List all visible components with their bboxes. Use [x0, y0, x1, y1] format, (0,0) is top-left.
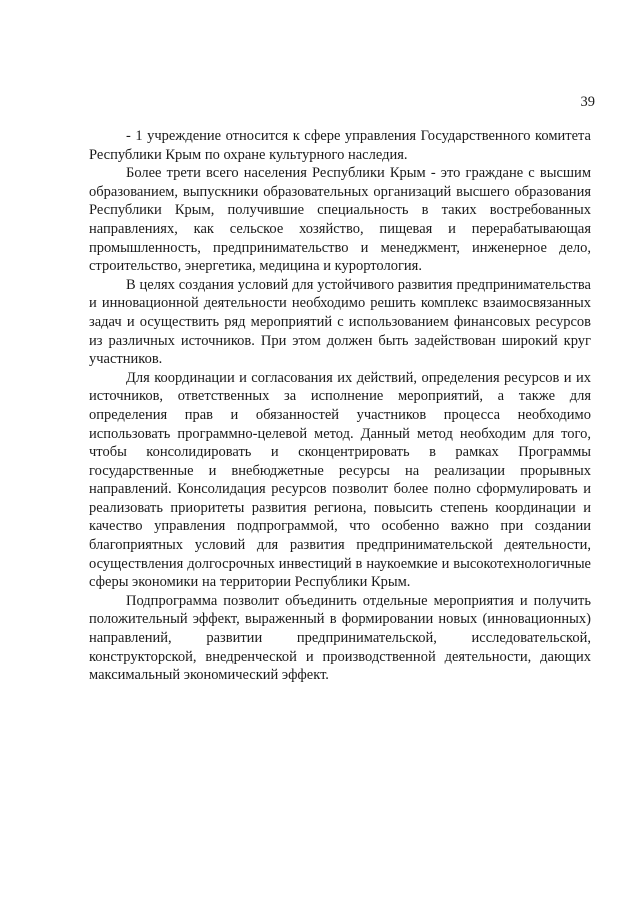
paragraph-1: - 1 учреждение относится к сфере управления Государственного комитета Республики Крым по охране культурного наследия.: [89, 128, 591, 163]
document-body: [89, 127, 591, 685]
page-number: 39: [580, 94, 595, 110]
paragraph-3: В целях создания условий для устойчивого развития предпринимательства и инновационной деятельности необходимо решить комплекс взаимосвязанных задач и осуществить ряд мероприятий с использованием финансовых ресурсов из различных источников. При этом должен быть задействован широкий круг участников.: [89, 276, 591, 368]
paragraph-2: Более трети всего населения Республики Крым - это граждане с высшим образованием, выпускники образовательных организаций высшего образования Республики Крым, получившие специальность в таких востребованных направлениях, как сельское хозяйство, пищевая и перерабатывающая промышленность, предпринимательство и менеджмент, инженерное дело, строительство, энергетика, медицина и курортология.: [89, 165, 591, 275]
paragraph-5: Подпрограмма позволит объединить отдельные мероприятия и получить положительный эффект, выраженный в формировании новых (инновационных) направлений, развитии предпринимательской, исследовательской, конструкторской, внедренческой и производственной деятельности, дающих максимальный экономический эффект.: [89, 592, 591, 684]
paragraph-4: Для координации и согласования их действий, определения ресурсов и их источников, ответственных за исполнение мероприятий, а также для определения прав и обязанностей участников процесса необходимо использовать программно-целевой метод. Данный метод необходим для того, чтобы консолидировать и сконцентрировать в рамках Программы государственные и внебюджетные ресурсы на реализации прорывных направлений. Консолидация ресурсов позволит более полно сформулировать и реализовать приоритеты развития региона, повысить степень координации и качество управления подпрограммой, что особенно важно при создании благоприятных условий для развития предпринимательской деятельности, осуществления долгосрочных инвестиций в наукоемкие и высокотехнологичные сферы экономики на территории Республики Крым.: [89, 369, 591, 591]
